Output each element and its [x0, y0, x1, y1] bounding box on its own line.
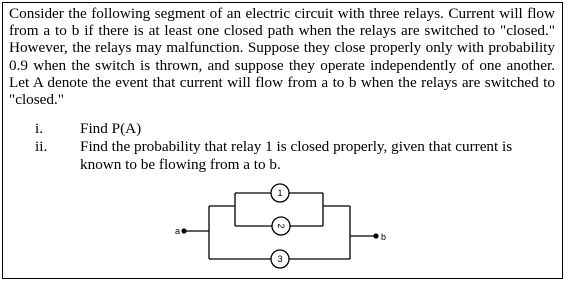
problem-box — [2, 2, 563, 279]
terminal-b-label: b — [381, 232, 387, 242]
relay-2-label: 2 — [276, 223, 286, 229]
part-i-text: Find P(A) — [80, 120, 142, 137]
part-i-number: i. — [35, 120, 44, 137]
relay-3-label: 3 — [277, 254, 283, 264]
terminal-b-dot — [373, 233, 378, 238]
part-ii-number: ii. — [35, 138, 48, 155]
terminal-a-label: a — [175, 226, 181, 236]
relay-circuit-diagram — [163, 181, 403, 275]
part-ii-text-line2: known to be flowing from a to b. — [80, 156, 281, 173]
relay-1-label: 1 — [277, 188, 283, 198]
terminal-a-dot — [181, 228, 186, 233]
part-ii-text-line1: Find the probability that relay 1 is closed properly, given that current is — [80, 138, 513, 155]
problem-statement: Consider the following segment of an electric circuit with three relays. Current will flow from a to b if there is at least one closed path when the relays are switched to "closed." However, the relays may malfunction. Suppose they close properly only with probability 0.9 when the switch is thrown, and suppose they operate independently of one another. Let A denote the event that current will flow from a to b when the relays are switched to "closed." — [9, 5, 555, 109]
